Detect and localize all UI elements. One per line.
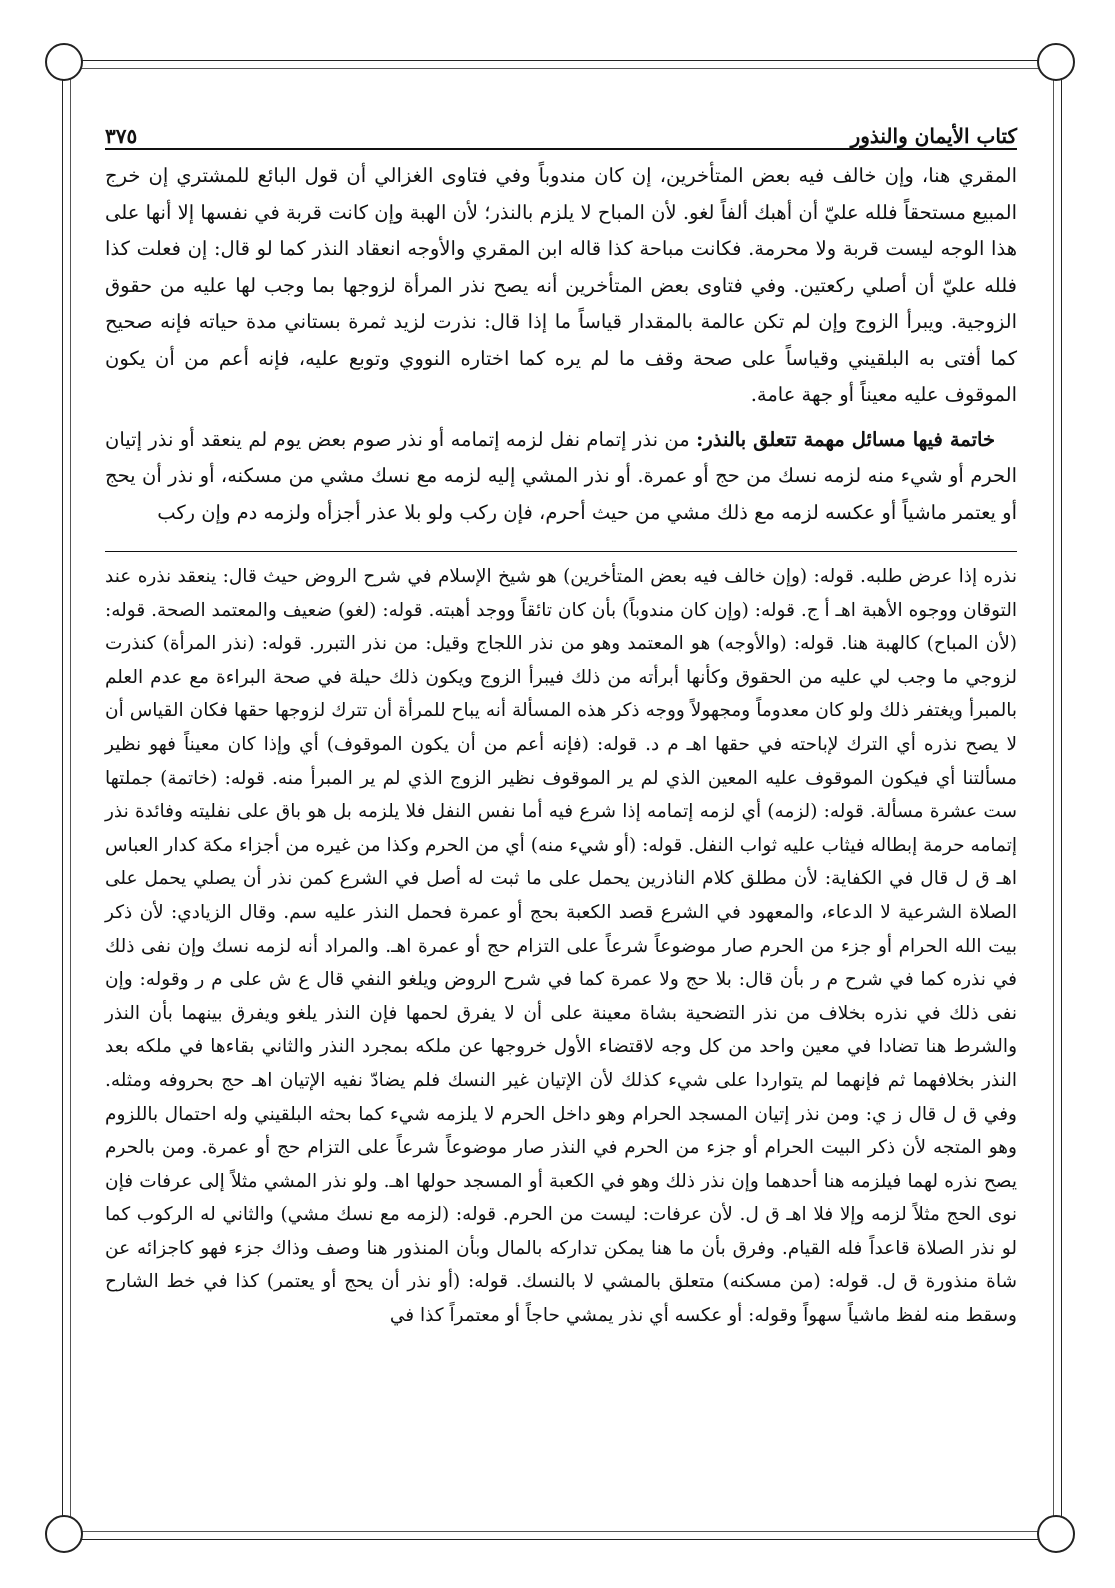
frame-corner-ornament-bottom-left bbox=[45, 1515, 83, 1553]
page-number: ٣٧٥ bbox=[105, 124, 138, 148]
footnote-text: نذره إذا عرض طلبه. قوله: (وإن خالف فيه بعض المتأخرين) هو شيخ الإسلام في شرح الروض حيث قال: ينعقد نذره عند التوقان ووجوه الأهبة اهـ أ ج. قوله: (وإن كان مندوباً) بأن كان تائقاً ووجد أهبته. قوله: (لغو) ضعيف والمعتمد الصحة. قوله: (لأن المباح) كالهبة هنا. قوله: (والأوجه) هو المعتمد وهو من نذر اللجاج وقيل: من نذر التبرر. قوله: (نذر المرأة) كنذرت لزوجي ما وجب لي عليه من الحقوق وكأنها أبرأته من ذلك فيبرأ الزوج ويكون ذلك حيلة في صحة البراءة مع عدم العلم بالمبرأ ويغتفر ذلك ولو كان معدوماً ومجهولاً ووجه ذكر هذه المسألة أنه يباح للمرأة أن تترك لزوجها حقها فكان القياس أن لا يصح نذره أي الترك لإباحته في حقها اهـ م د. قوله: (فإنه أعم من أن يكون الموقوف) أي وإذا كان معيناً فهو نظير مسألتنا أي فيكون الموقوف عليه المعين الذي لم ير الموقوف نظير الزوج الذي لم ير المبرأ منه. قوله: (خاتمة) جملتها ست عشرة مسألة. قوله: (لزمه) أي لزمه إتمامه إذا شرع فيه أما نفس النفل فلا يلزمه بل هو باق على نفليته وفائدة نذر إتمامه حرمة إبطاله فيثاب عليه ثواب النفل. قوله: (أو شيء منه) أي من الحرم وكذا من غيره من أجزاء مكة كدار العباس اهـ ق ل قال في الكفاية: لأن مطلق كلام الناذرين يحمل على ما ثبت له أصل في الشرع كمن نذر أن يصلي يحمل على الصلاة الشرعية لا الدعاء، والمعهود في الشرع قصد الكعبة بحج أو عمرة فحمل النذر عليه سم. وقال الزيادي: لأن ذكر بيت الله الحرام أو جزء من الحرم صار موضوعاً شرعاً على التزام حج أو عمرة اهـ. والمراد أنه لزمه نسك وإن نفى ذلك في نذره كما في شرح م ر بأن قال: بلا حج ولا عمرة كما في شرح الروض ويلغو النفي قال ع ش على م ر وقوله: وإن نفى ذلك في نذره بخلاف من نذر التضحية بشاة معينة على أن لا يفرق لحمها فإن النذر يلغو ويفرق بينهما بأن النذر والشرط هنا تضادا في معين واحد من كل وجه لاقتضاء الأول خروجها عن ملكه بمجرد النذر والثاني بقاءها في ملكه بعد النذر بخلافهما ثم فإنهما لم يتواردا على شيء كذلك لأن الإتيان غير النسك فلم يضادّ نفيه الإتيان اهـ حج بحروفه ومثله. وفي ق ل قال ز ي: ومن نذر إتيان المسجد الحرام وهو داخل الحرم لا يلزمه شيء كما بحثه البلقيني وله احتمال باللزوم وهو المتجه لأن ذكر البيت الحرام أو جزء من الحرم في النذر صار موضوعاً شرعاً على التزام حج أو عمرة. ومن بالحرم يصح نذره لهما فيلزمه هنا أحدهما وإن نذر ذلك وهو في الكعبة أو المسجد حولها اهـ. ولو نذر المشي مثلاً إلى عرفات فإن نوى الحج مثلاً لزمه وإلا فلا اهـ ق ل. لأن عرفات: ليست من الحرم. قوله: (لزمه مع نسك مشي) والثاني له الركوب كما لو نذر الصلاة قاعداً فله القيام. وفرق بأن ما هنا يمكن تداركه بالمال وبأن المنذور هنا وصف وذاك جزء فهو كاجزائه عن شاة منذورة ق ل. قوله: (من مسكنه) متعلق بالمشي لا بالنسك. قوله: (أو نذر أن يحج أو يعتمر) كذا في خط الشارح وسقط منه لفظ ماشياً سهواً وقوله: أو عكسه أي نذر يمشي حاجاً أو معتمراً كذا في bbox=[105, 566, 1017, 1327]
book-page bbox=[105, 112, 1017, 1532]
main-text bbox=[105, 158, 1017, 531]
main-paragraph-1: المقري هنا، وإن خالف فيه بعض المتأخرين، إن كان مندوباً وفي فتاوى الغزالي أن قول البائع للمشتري إن خرج المبيع مستحقاً فلله عليّ أن أهبك ألفاً لغو. لأن المباح لا يلزم بالنذر؛ لأن الهبة وإن كانت قربة في نفسها إلا أنها على هذا الوجه ليست قربة ولا محرمة. فكانت مباحة كذا قاله ابن المقري والأوجه انعقاد النذر كما لو قال: إن فعلت كذا فلله عليّ أن أصلي ركعتين. وفي فتاوى بعض المتأخرين أنه يصح نذر المرأة لزوجها بما وجب لها عليه من حقوق الزوجية. ويبرأ الزوج وإن لم تكن عالمة بالمقدار قياساً ما إذا قال: نذرت لزيد ثمرة بستاني مدة حياته فإنه صحيح كما أفتى به البلقيني وقياساً على صحة وقف ما لم يره كما اختاره النووي وتوبع عليه، فإنه أعم من أن يكون الموقوف عليه معيناً أو جهة عامة. bbox=[105, 164, 1017, 406]
page-header bbox=[105, 112, 1017, 150]
conclusion-heading: خاتمة فيها مسائل مهمة تتعلق بالنذر: bbox=[696, 427, 995, 451]
footnote-separator bbox=[105, 551, 1017, 552]
running-title: كتاب الأيمان والنذور bbox=[850, 124, 1017, 148]
main-paragraph-2-body: من نذر إتمام نفل لزمه إتمامه أو نذر صوم بعض يوم لم ينعقد أو نذر إتيان الحرم أو شيء منه لزمه نسك من حج أو عمرة. أو نذر المشي إليه لزمه مع نسك مشي من مسكنه، أو نذر أن يحج أو يعتمر ماشياً أو عكسه لزمه مع ذلك مشي من حيث أحرم، فإن ركب ولو بلا عذر أجزأه ولزمه دم وإن ركب bbox=[105, 427, 1017, 524]
frame-corner-ornament-top-right bbox=[1037, 43, 1075, 81]
footnotes bbox=[105, 560, 1017, 1333]
frame-corner-ornament-bottom-right bbox=[1037, 1515, 1075, 1553]
frame-corner-ornament-top-left bbox=[45, 43, 83, 81]
main-paragraph-2 bbox=[105, 422, 1017, 532]
